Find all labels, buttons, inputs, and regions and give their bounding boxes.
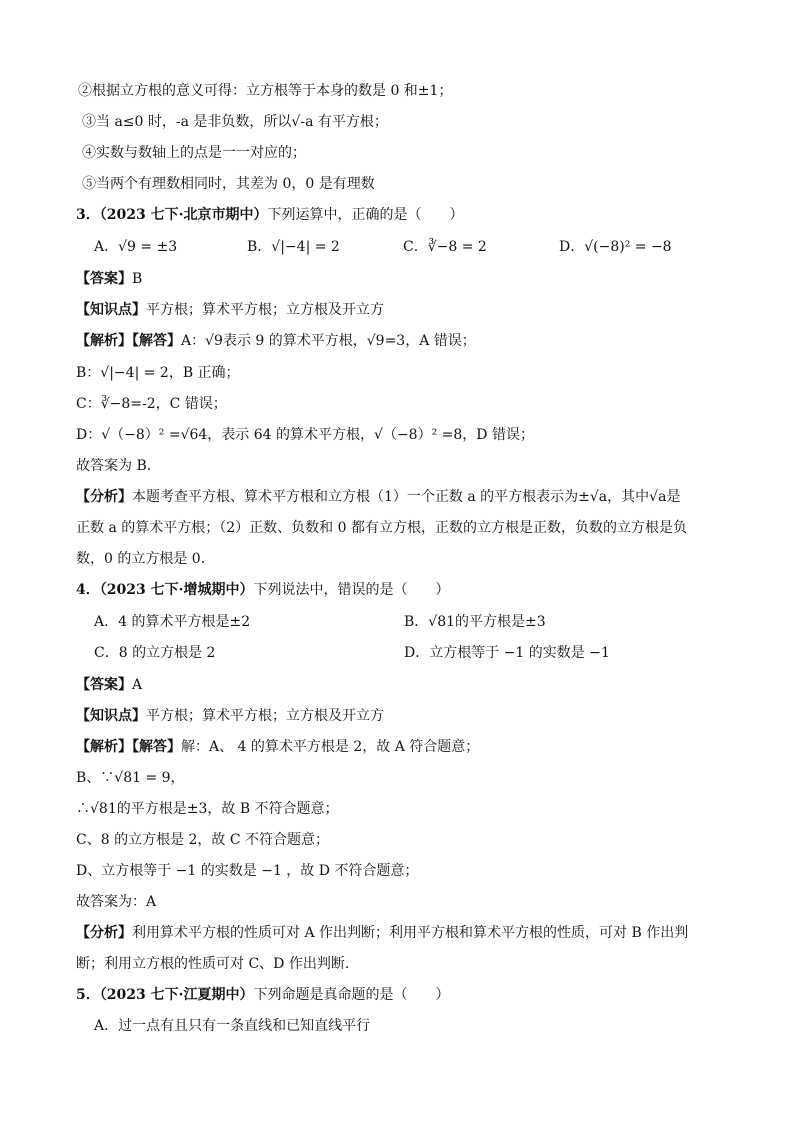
question-source: （2023 七下·北京市期中） — [99, 207, 268, 223]
question-3 — [76, 204, 463, 226]
question-stem: 下列运算中，正确的是（ ） — [267, 207, 464, 223]
question-source: （2023 七下·增城期中） — [99, 582, 254, 598]
analysis-line: D、立方根等于 −1 的实数是 −1 ，故 D 不符合题意； — [76, 863, 419, 879]
analysis-line: 故答案为 B. — [76, 458, 152, 474]
option-a: A．√9 = ±3 — [94, 239, 178, 255]
statement-line: ⑤当两个有理数相同时，其差为 0，0 是有理数 — [82, 176, 375, 192]
analysis-line — [76, 330, 476, 352]
statement-line: ③当 a≤0 时，-a 是非负数，所以√-a 有平方根； — [82, 114, 388, 130]
option-c: C．8 的立方根是 2 — [94, 645, 216, 661]
option-d: D．立方根等于 −1 的实数是 −1 — [404, 645, 610, 661]
answer-label: 【答案】 — [76, 271, 132, 287]
analysis-line: D：√（−8）² =√64，表示 64 的算术平方根，√（−8）² =8，D 错误； — [76, 427, 534, 443]
question-4 — [76, 579, 449, 601]
question-number: 5． — [76, 987, 100, 1003]
answer-line — [76, 268, 142, 290]
statement-line: ④实数与数轴上的点是一一对应的； — [82, 145, 306, 161]
fenxi-line — [76, 922, 688, 944]
analysis-line: ∴√81的平方根是±3，故 B 不符合题意； — [76, 801, 339, 817]
question-stem: 下列命题是真命题的是（ ） — [253, 987, 450, 1003]
analysis-text: 解：A、 4 的算术平方根是 2，故 A 符合题意； — [181, 739, 480, 755]
analysis-line: C、8 的立方根是 2，故 C 不符合题意； — [76, 832, 330, 848]
statement-line: ②根据立方根的意义可得：立方根等于本身的数是 0 和±1； — [78, 83, 453, 99]
question-stem: 下列说法中，错误的是（ ） — [253, 582, 450, 598]
answer-value: B — [132, 271, 143, 287]
question-5 — [76, 984, 449, 1006]
option-b: B．√|−4| = 2 — [247, 239, 340, 255]
analysis-line: B：√|−4| = 2，B 正确； — [76, 365, 240, 381]
fenxi-line: 数，0 的立方根是 0. — [76, 551, 206, 567]
analysis-line: C：∛−8=-2，C 错误； — [76, 396, 227, 412]
analysis-label: 【解析】【解答】 — [76, 333, 181, 349]
knowledge-label: 【知识点】 — [76, 302, 146, 318]
question-number: 3． — [76, 207, 100, 223]
option-b: B．√81的平方根是±3 — [404, 614, 546, 630]
analysis-label: 【解析】【解答】 — [76, 739, 181, 755]
option-c: C．∛−8 = 2 — [403, 239, 487, 255]
analysis-line: B、∵√81 = 9， — [76, 770, 185, 786]
knowledge-label: 【知识点】 — [76, 708, 146, 724]
fenxi-text: 本题考查平方根、算术平方根和立方根（1）一个正数 a 的平方根表示为±√a，其中√a是 — [132, 489, 681, 505]
knowledge-line — [76, 299, 384, 321]
knowledge-text: 平方根；算术平方根；立方根及开立方 — [146, 302, 384, 318]
fenxi-line: 断；利用立方根的性质可对 C、D 作出判断. — [76, 956, 350, 972]
fenxi-line — [76, 486, 680, 508]
fenxi-text: 利用算术平方根的性质可对 A 作出判断；利用平方根和算术平方根的性质，可对 B 作出判 — [132, 925, 689, 941]
analysis-line — [76, 736, 479, 758]
analysis-line: 故答案为：A — [76, 894, 157, 910]
fenxi-label: 【分析】 — [76, 925, 132, 941]
answer-line — [76, 674, 142, 696]
analysis-text: A：√9表示 9 的算术平方根，√9=3，A 错误； — [181, 333, 476, 349]
answer-value: A — [132, 677, 143, 693]
fenxi-label: 【分析】 — [76, 489, 132, 505]
answer-label: 【答案】 — [76, 677, 132, 693]
question-number: 4． — [76, 582, 100, 598]
question-source: （2023 七下·江夏期中） — [99, 987, 254, 1003]
knowledge-line — [76, 705, 384, 727]
option-a: A．过一点有且只有一条直线和已知直线平行 — [94, 1018, 371, 1034]
option-a: A．4 的算术平方根是±2 — [94, 614, 251, 630]
fenxi-line: 正数 a 的算术平方根；（2）正数、负数和 0 都有立方根，正数的立方根是正数，负数的立方根是负 — [76, 520, 687, 536]
knowledge-text: 平方根；算术平方根；立方根及开立方 — [146, 708, 384, 724]
option-d: D．√(−8)² = −8 — [559, 239, 672, 255]
